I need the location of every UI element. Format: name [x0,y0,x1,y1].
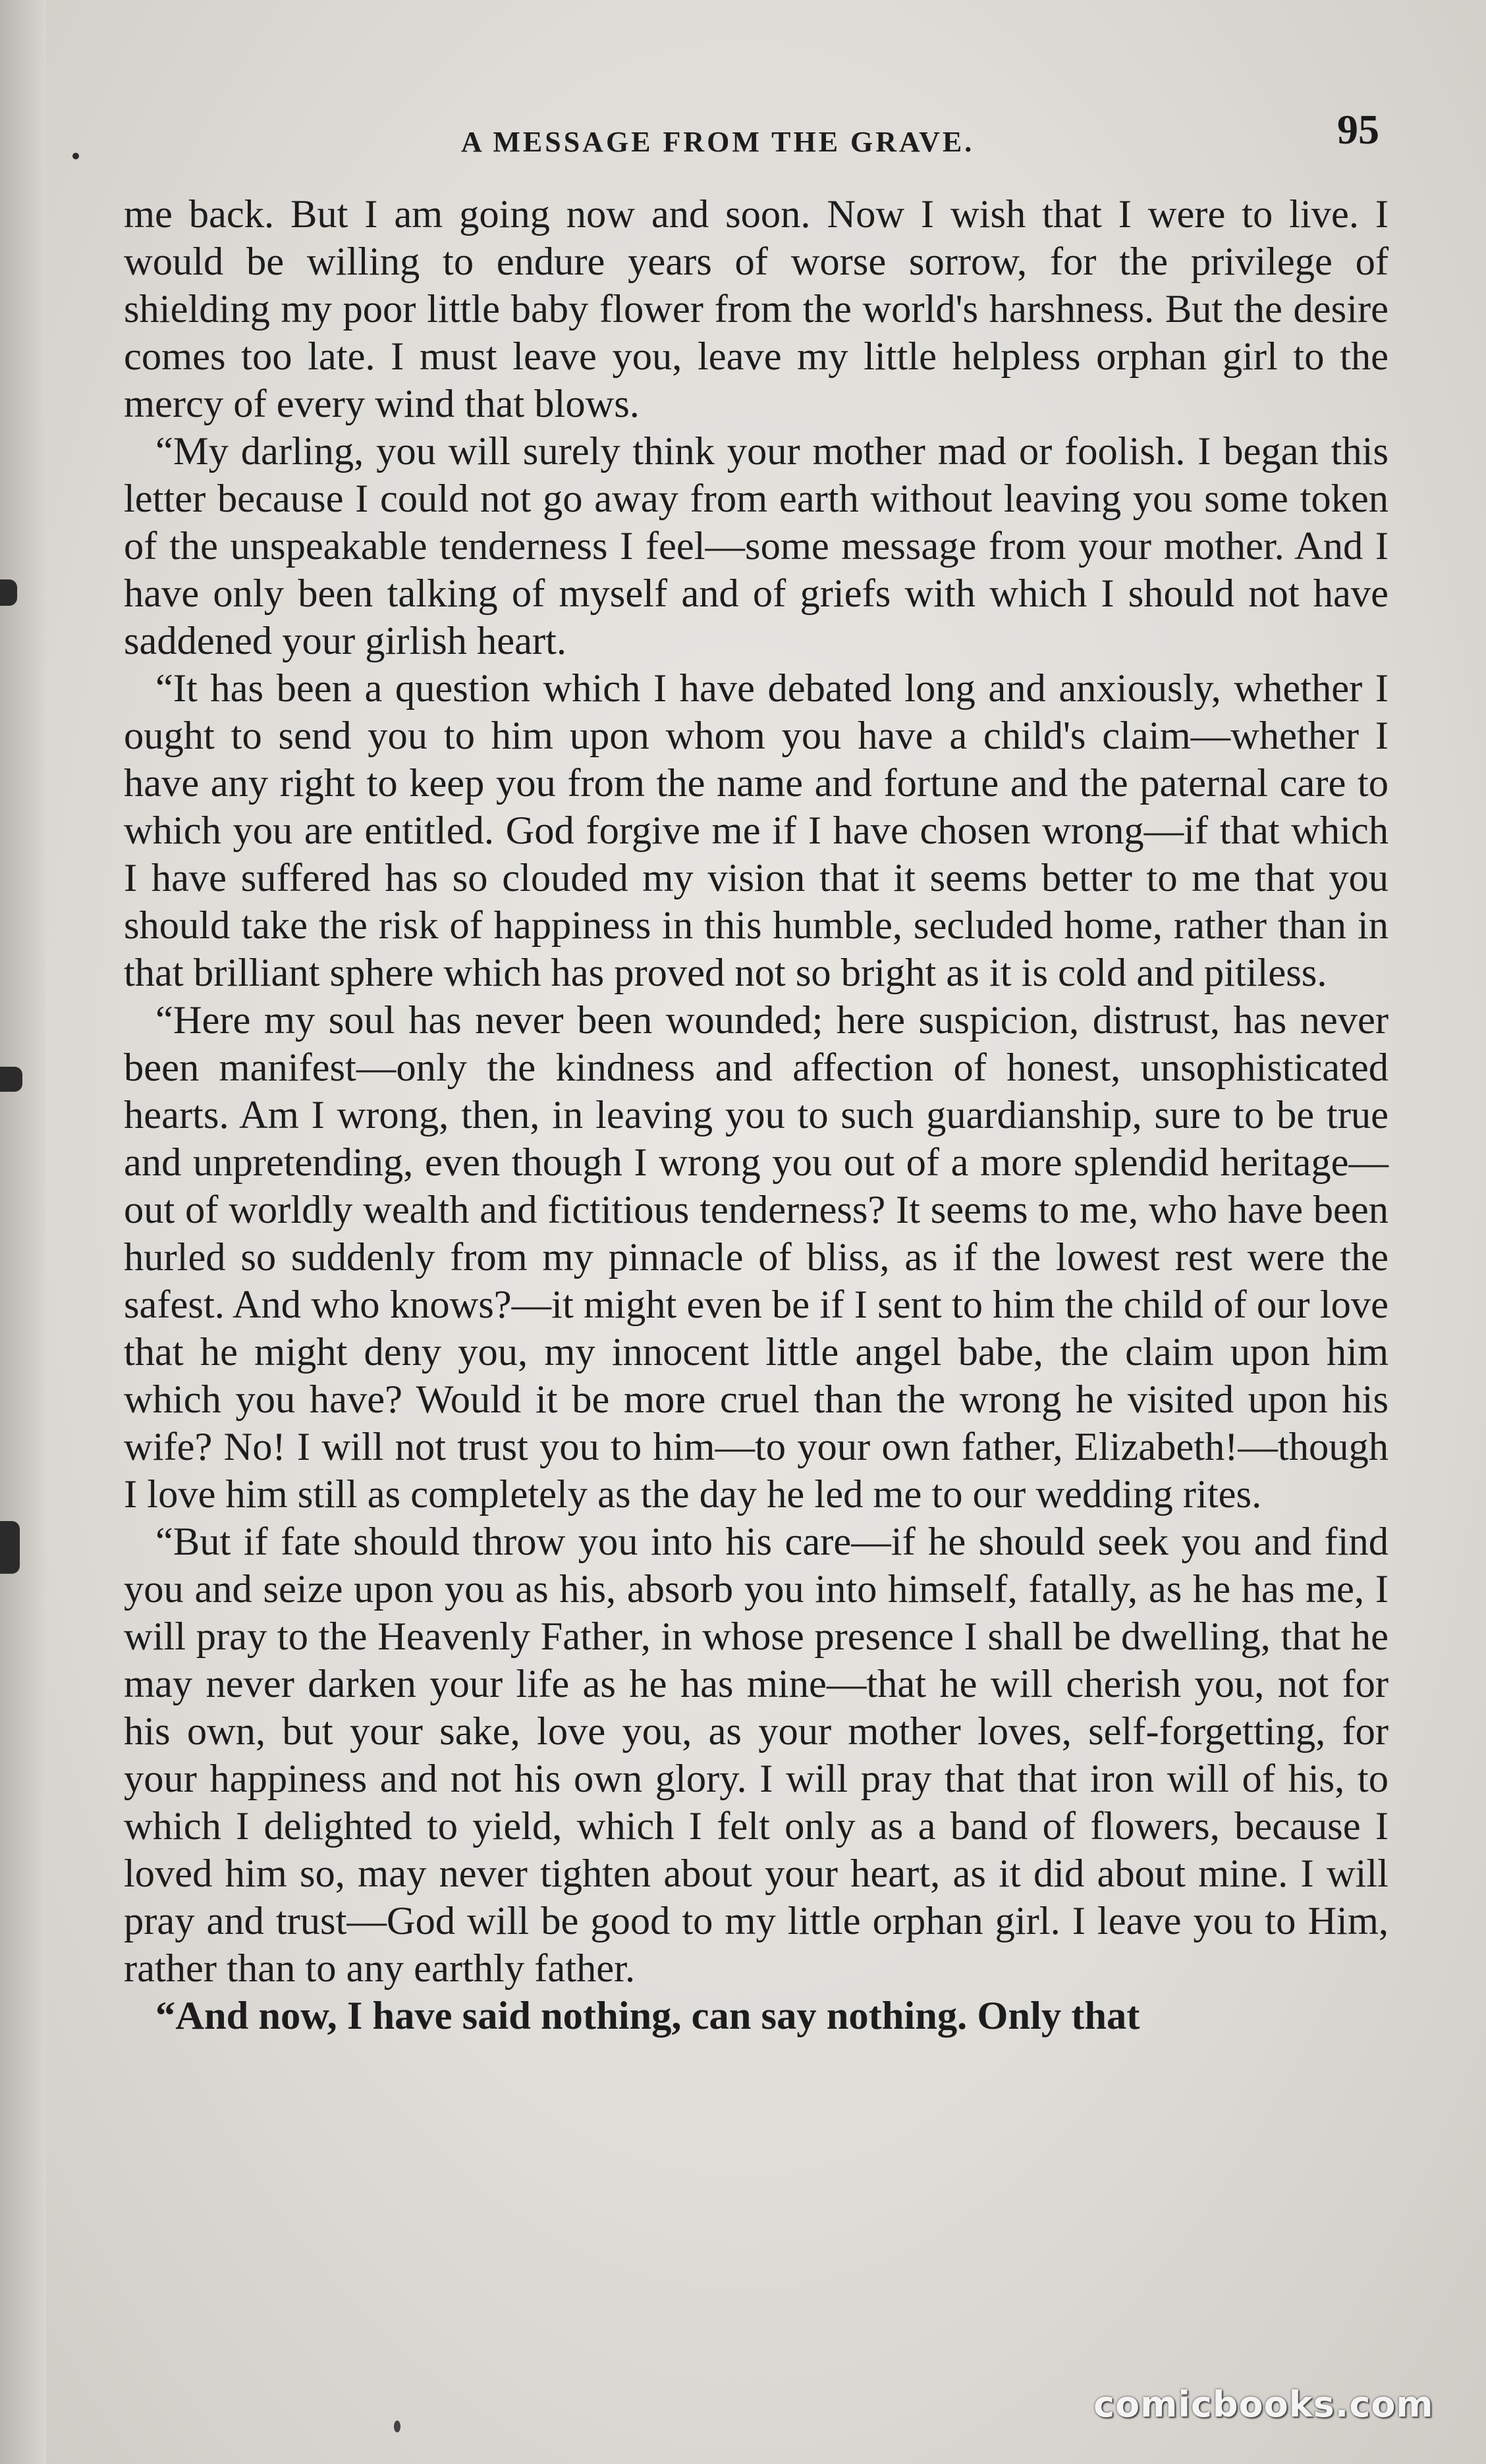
paragraph: “It has been a question which I have debated long and anxiously, whether I ought to send you to him upon whom you have a child's claim—whether I have any right to keep you from the name and fortune and the paternal care to which you are entitled. God forgive me if I have chosen wrong—if that which I have suffered has so clouded my vision that it seems better to me that you should take the risk of happiness in this humble, secluded home, rather than in that brilliant sphere which has proved not so bright as it is cold and pitiless. [124,666,1389,995]
binding-tear [0,1521,20,1574]
page-binding-edge [0,0,46,2464]
watermark-logo: comicbooks.com [1093,2384,1434,2425]
page-number: 95 [1337,106,1379,153]
binding-tear [0,579,17,606]
page-header [0,105,1486,171]
paragraph: me back. But I am going now and soon. Now I wish that I were to live. I would be willing to endure years of worse sorrow, for the privilege of shielding my poor little baby flower from the world's harshness. But the desire comes too late. I must leave you, leave my little helpless orphan girl to the mercy of every wind that blows. [124,192,1389,426]
paragraph: “And now, I have said nothing, can say nothing. Only that [155,1994,1140,2038]
paragraph: “Here my soul has never been wounded; here suspicion, distrust, has never been manifest—only the kindness and affection of honest, unsophisticated hearts. Am I wrong, then, in leaving you to such guardianship, sure to be true and unpretending, even though I wrong you out of a more splendid heritage—out of worldly wealth and fictitious tenderness? It seems to me, who have been hurled so suddenly from my pinnacle of bliss, as if the lowest rest were the safest. And who knows?—it might even be if I sent to him the child of our love that he might deny you, my innocent little angel babe, the claim upon him which you have? Would it be more cruel than the wrong he visited upon his wife? No! I will not trust you to him—to your own father, Elizabeth!—though I love him still as completely as the day he led me to our wedding rites. [124,998,1389,1516]
ink-spot [394,2421,400,2432]
running-head: A MESSAGE FROM THE GRAVE. [461,126,975,158]
paragraph: “My darling, you will surely think your mother mad or foolish. I began this letter because I could not go away from earth without leaving you some token of the unspeakable tenderness I feel—some message from your mother. And I have only been talking of myself and of griefs with which I should not have saddened your girlish heart. [124,429,1389,663]
body-text [124,191,1389,2040]
paragraph: “But if fate should throw you into his care—if he should seek you and find you and seize upon you as his, absorb you into himself, fatally, as he has me, I will pray to the Heavenly Father, in whose presence I shall be dwelling, that he may never darken your life as he has mine—that he will cherish you, not for his own, but your sake, love you, as your mother loves, self-forgetting, for your happiness and not his own glory. I will pray that that iron will of his, to which I delighted to yield, which I felt only as a band of flowers, because I loved him so, may never tighten about your heart, as it did about mine. I will pray and trust—God will be good to my little orphan girl. I leave you to Him, rather than to any earthly father. [124,1520,1389,1991]
binding-tear [0,1067,22,1092]
